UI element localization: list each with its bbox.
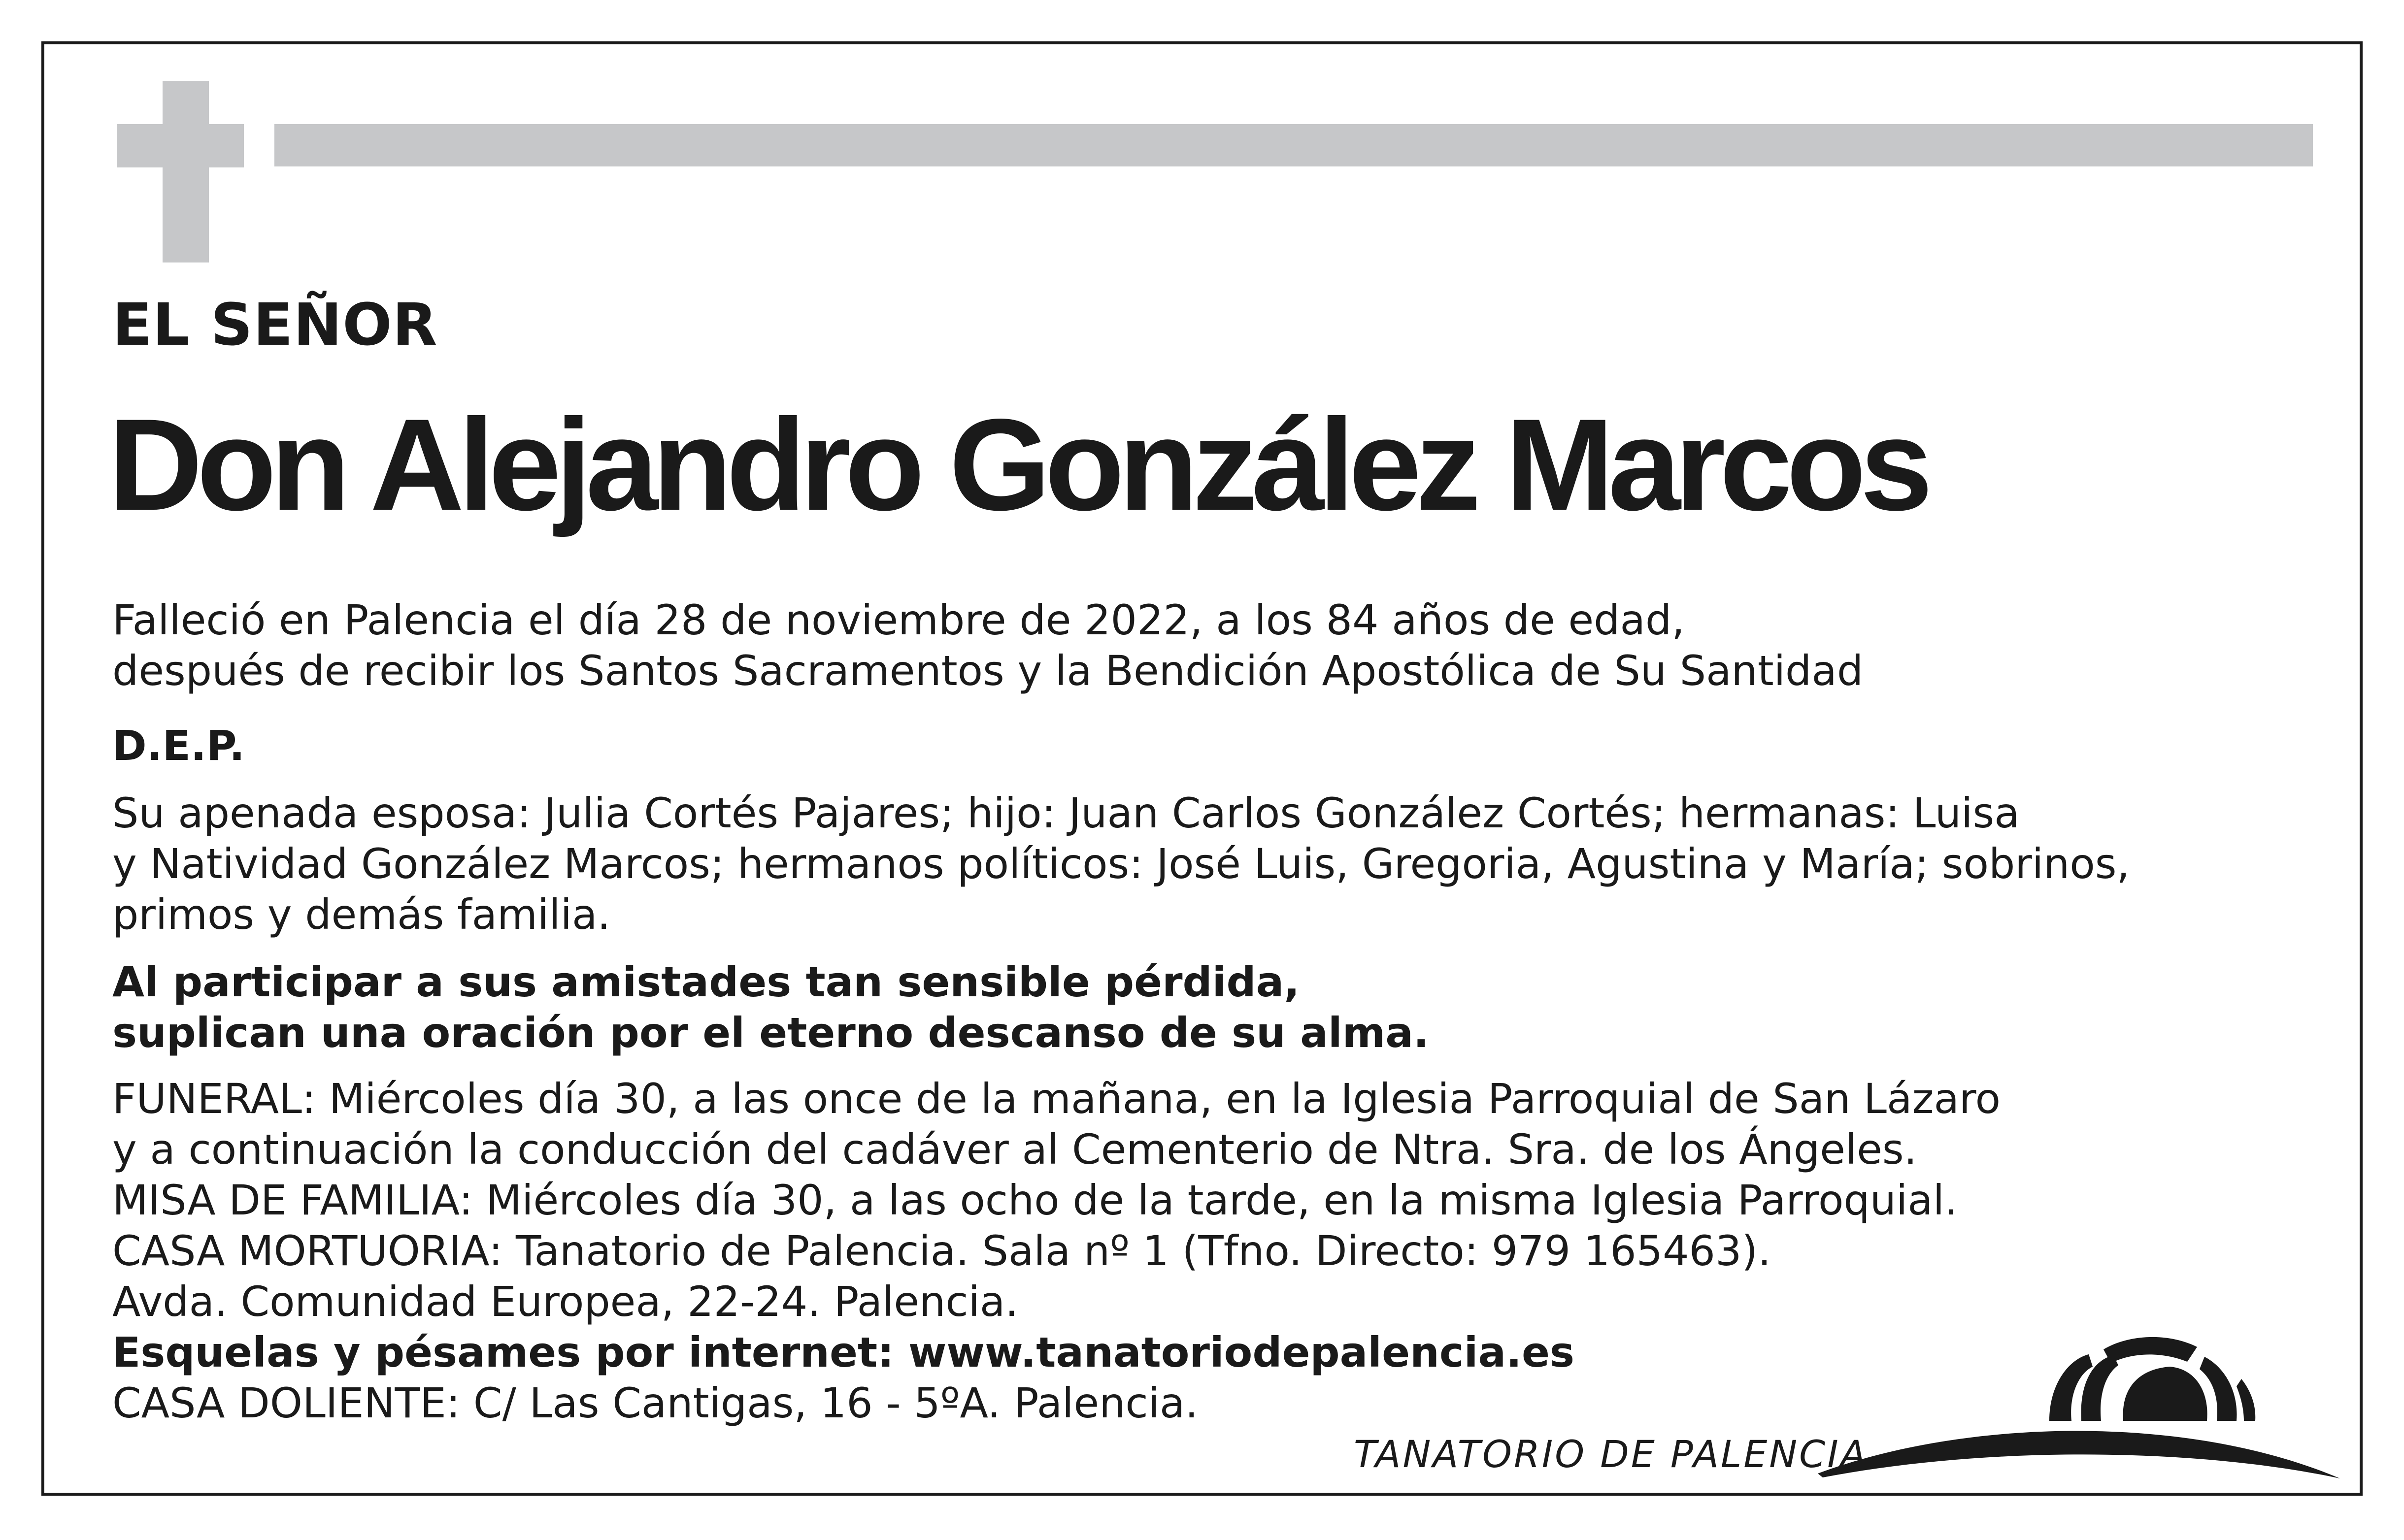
cross-vertical-bar xyxy=(163,81,209,262)
family-line: primos y demás familia. xyxy=(112,890,611,939)
family-home-line: CASA DOLIENTE: C/ Las Cantigas, 16 - 5ºA. Palencia. xyxy=(112,1379,1199,1427)
funeral-line: FUNERAL: Miércoles día 30, a las once de la mañana, en la Iglesia Parroquial de San Lázaro xyxy=(112,1075,2001,1123)
family-line: Su apenada esposa: Julia Cortés Pajares; hijo: Juan Carlos González Cortés; hermanas: Luisa xyxy=(112,789,2020,837)
dep-text: D.E.P. xyxy=(112,721,245,770)
family-list xyxy=(112,788,2231,940)
honorific: EL SEÑOR xyxy=(112,291,438,359)
deceased-name: Don Alejandro González Marcos xyxy=(108,392,1927,538)
death-notice xyxy=(112,595,2231,696)
prayer-request-line: suplican una oración por el eterno descanso de su alma. xyxy=(112,1009,1429,1057)
death-notice-line: después de recibir los Santos Sacramentos y la Bendición Apostólica de Su Santidad xyxy=(112,647,1864,695)
family-line: y Natividad González Marcos; hermanos políticos: José Luis, Gregoria, Agustina y María; sobrinos, xyxy=(112,840,2130,888)
cross-horizontal-bar xyxy=(117,124,244,167)
death-notice-line: Falleció en Palencia el día 28 de noviembre de 2022, a los 84 años de edad, xyxy=(112,596,1685,644)
website-line[interactable]: Esquelas y pésames por internet: www.tanatoriodepalencia.es xyxy=(112,1328,1575,1376)
tanatorio-label: TANATORIO DE PALENCIA xyxy=(1354,1432,1868,1476)
address-line: Avda. Comunidad Europea, 22-24. Palencia. xyxy=(112,1278,1019,1326)
header-rule xyxy=(274,124,2313,166)
prayer-request xyxy=(112,957,2231,1058)
family-mass-line: MISA DE FAMILIA: Miércoles día 30, a las ocho de la tarde, en la misma Iglesia Parroquial. xyxy=(112,1176,1958,1224)
dep-label xyxy=(112,721,2231,771)
prayer-request-line: Al participar a sus amistades tan sensible pérdida, xyxy=(112,958,1300,1006)
funeral-home-line: CASA MORTUORIA: Tanatorio de Palencia. Sala nº 1 (Tfno. Directo: 979 165463). xyxy=(112,1227,1771,1275)
funeral-line: y a continuación la conducción del cadáver al Cementerio de Ntra. Sra. de los Ángeles. xyxy=(112,1125,1917,1174)
